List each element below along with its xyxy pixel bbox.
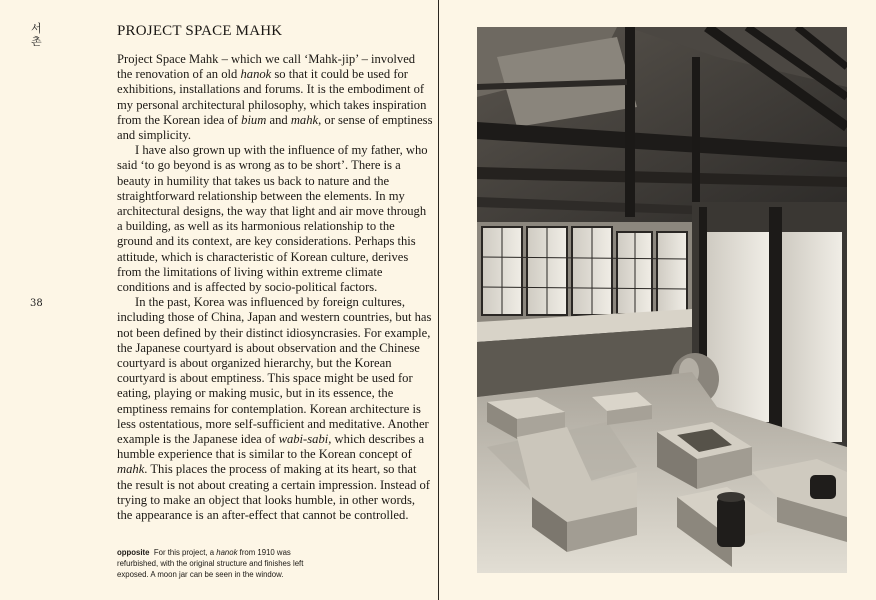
paragraph: Project Space Mahk – which we call ‘Mahk-jip’ – involved the renovation of an old hanok so that it could be used for exhibitions, installations and forums. It is the embodiment of my personal architectural philosophy, which takes inspiration from the Korean idea of bium and mahk, or sense of emptiness and simplicity. — [117, 52, 433, 143]
italic-term: hanok — [240, 67, 272, 82]
photo-caption — [117, 547, 322, 581]
body-text — [117, 52, 433, 523]
korean-side-label: 서촌 — [31, 22, 42, 48]
caption-label: opposite — [117, 548, 150, 557]
interior-photo — [477, 27, 847, 573]
italic-term: mahk — [117, 462, 145, 477]
page-title: PROJECT SPACE MAHK — [117, 23, 283, 39]
caption-italic: hanok — [216, 548, 238, 557]
paragraph: In the past, Korea was influenced by foreign cultures, including those of China, Japan and western countries, but has not been defined by their distinct idiosyncrasies. For example, the Japanese courtyard is about observation and the Chinese courtyard is about organized hierarchy, but the Korean courtyard is about emptiness. This space might be used for eating, playing or making music, but in its essence, the emptiness remains for contemplation. Korean architecture is less ostentatious, more self-sufficient and meditative. Another example is the Japanese idea of wabi-sabi, which describes a humble experience that is similar to the Korean concept of mahk. This places the process of making at its heart, so that the result is not about creating a certain impression. Instead of trying to make an object that looks humble, in other words, the appearance is an after-effect that cannot be controlled. — [117, 295, 432, 523]
paragraph: I have also grown up with the influence of my father, who said ‘to go beyond is as wrong as to be short’. There is a beauty in humility that takes us back to nature and the straightforward relationship between the elements. In my architectural designs, the way that light and air move through a building, as well as its harmonious relationship to the ground and its context, are key considerations. Perhaps this attitude, which is characteristic of Korean culture, derives from the limitations of living within extreme climate conditions and is affected by socio-political factors. — [117, 143, 428, 295]
italic-term: wabi-sabi — [278, 432, 329, 447]
caption-text-after: from 1910 was refurbished, with the original structure and finishes left exposed. A moon jar can be seen in the window. — [117, 548, 304, 580]
interior-photo-illustration — [477, 27, 847, 573]
gutter-divider — [438, 0, 439, 600]
page-number: 38 — [30, 298, 43, 309]
caption-text-before: For this project, a — [153, 548, 217, 557]
italic-term: mahk — [290, 112, 319, 127]
italic-term: bium — [241, 112, 267, 127]
